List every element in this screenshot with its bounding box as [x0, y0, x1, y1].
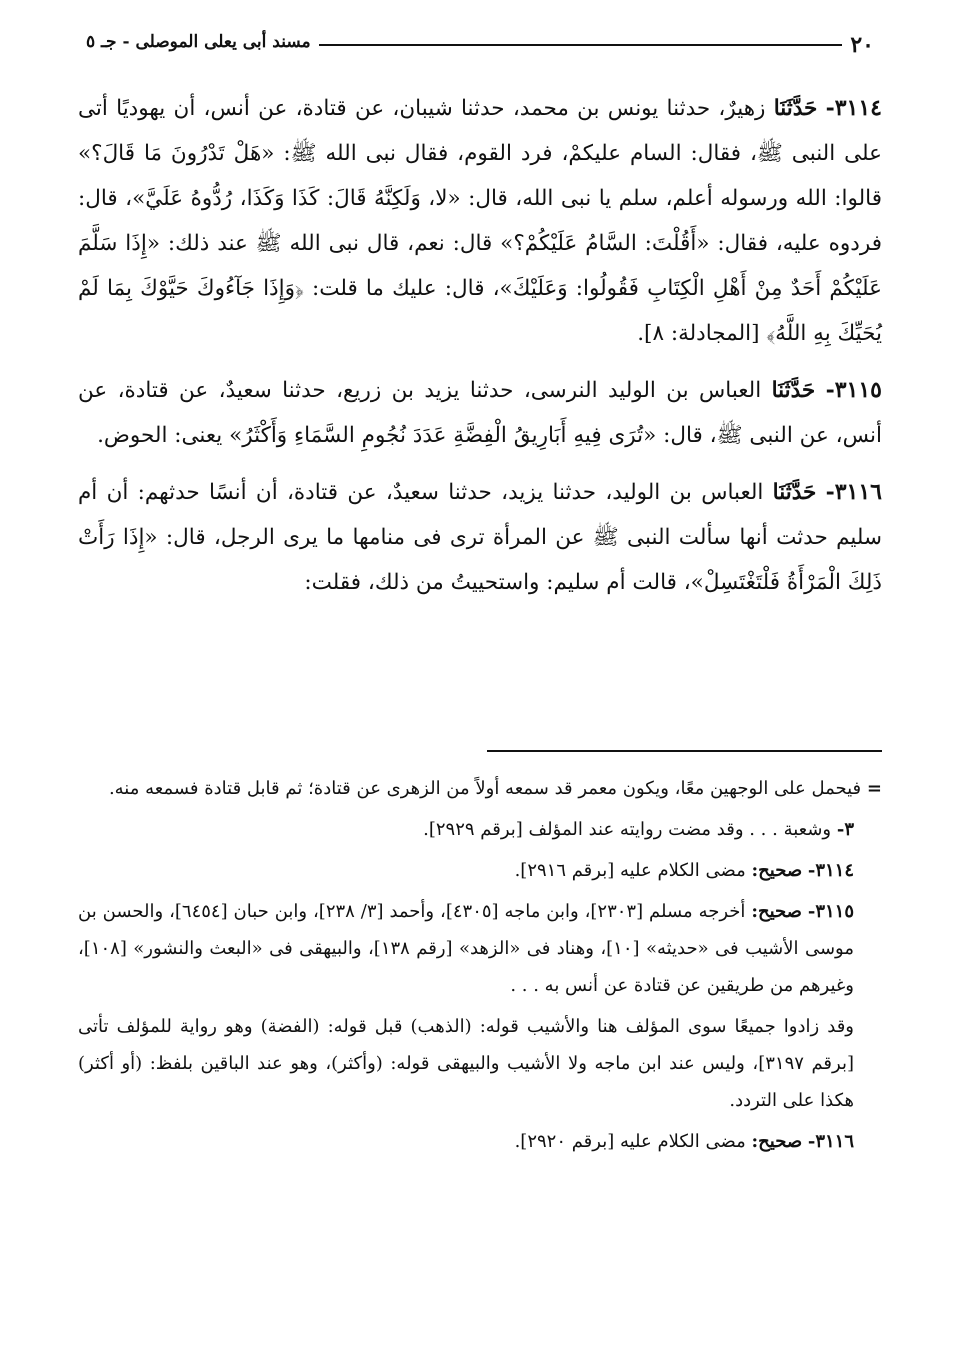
- footnote-separator: [487, 750, 882, 752]
- footnote-3: [78, 811, 882, 848]
- footnote-verdict: صحيح:: [751, 901, 802, 922]
- main-text: [78, 86, 882, 617]
- footnote-prefix: ٣١١٥-: [807, 901, 854, 922]
- footnote-3115-note: [78, 1008, 882, 1119]
- footnote-verdict: صحيح:: [751, 860, 803, 881]
- hadith-text: العباس بن الوليد النرسى، حدثنا يزيد بن زريع، حدثنا سعيدٌ، عن قتادة، عن أنس، عن النبى ﷺ، قال: «تُرَى فِيهِ أَبَارِيقُ الْفِضَّةِ عَدَدَ نُجُومِ السَّمَاءِ وَأَكْثَرُ» يعنى: الحوض.: [78, 378, 882, 448]
- hadith-3114: [78, 86, 882, 356]
- footnote-text: وشعبة . . . وقد مضت روايته عند المؤلف [برقم ٢٩٢٩].: [423, 819, 832, 840]
- footnote-text: مضى الكلام عليه [برقم ٢٩٢٠].: [514, 1131, 746, 1152]
- hadith-verb: حَدَّثَنَا: [771, 378, 816, 403]
- footnote-prefix: ٣١١٦-: [807, 1131, 854, 1152]
- footnote-text: مضى الكلام عليه [برقم ٢٩١٦].: [514, 860, 746, 881]
- footnote-prefix: ٣١١٤-: [807, 860, 854, 881]
- hadith-number: ٣١١٦-: [825, 479, 882, 505]
- footnote-3115: [78, 893, 882, 1004]
- footnote-3114: [78, 852, 882, 889]
- footnote-text: أخرجه مسلم [٢٣٠٣]، وابن ماجه [٤٣٠٥]، وأحمد [٣/ ٢٣٨]، وابن حبان [٦٤٥٤]، والحسن بن موسى الأشيب فى «حديثه» [١٠]، وهناد فى «الزهد» [رقم ١٣٨]، والبيهقى فى «البعث والنشور» [١٠٨]، وغيرهم من طريقين عن قتادة عن أنس به . . .: [78, 901, 854, 996]
- hadith-text: زهيرٌ، حدثنا يونس بن محمد، حدثنا شيبان، عن قتادة، عن أنس، أن يهوديًا أتى على النبى ﷺ، فقال: السام عليكمْ، فرد القوم، فقال نبى الله ﷺ: «هَلْ تَدْرُونَ مَا قَالَ؟» قالوا: الله ورسوله أعلم، سلم يا نبى الله، قال: «لا، وَلَكِنَّهُ قَالَ: كَذَا وَكَذَا، رُدُّوهُ عَلَيَّ»، قال: فردوه عليه، فقال: «أَقُلْتَ: السَّامُ عَلَيْكُمْ؟» قال: نعم، قال نبى الله ﷺ عند ذلك: «إِذَا سَلَّمَ عَلَيْكُمْ أَحَدٌ مِنْ أَهْلِ الْكِتَابِ فَقُولُوا: وَعَلَيْكَ»، قال: عليك ما قلت: ﴿وَإِذَا جَآءُوكَ حَيَّوْكَ بِمَا لَمْ يُحَيِّكَ بِهِ اللَّهُ﴾ [المجادلة: ٨].: [78, 96, 883, 346]
- hadith-3116: [78, 470, 882, 605]
- footnotes: [78, 770, 882, 1164]
- page: [78, 26, 882, 1326]
- page-number: ٢٠: [842, 32, 882, 58]
- hadith-verb: حَدَّثَنَا: [772, 480, 817, 505]
- page-header: [78, 26, 882, 62]
- hadith-number: ٣١١٥-: [825, 377, 882, 403]
- hadith-text: العباس بن الوليد، حدثنا يزيد، حدثنا سعيدٌ، عن قتادة، أن أنسًا حدثهم: أن أم سليم حدثت أنها سألت النبى ﷺ عن المرأة ترى فى منامها ما يرى الرجل، قال: «إِذَا رَأَتْ ذَلِكَ الْمَرْأَةُ فَلْتَغْتَسِلْ»، قالت أم سليم: واستحييتُ من ذلك، فقلت:: [78, 480, 882, 595]
- footnote-continuation: [78, 770, 882, 807]
- footnote-verdict: صحيح:: [751, 1131, 803, 1152]
- footnote-prefix: ٣-: [836, 819, 854, 840]
- footnote-text: وقد زادوا جميعًا سوى المؤلف هنا والأشيب قوله: (الذهب) قبل قوله: (الفضة) وهو رواية للمؤلف تأتى [برقم ٣١٩٧]، وليس عند ابن ماجه ولا الأشيب والبيهقى قوله: (وأكثر)، وهو عند الباقين بلفظ: (أو أكثر) هكذا على التردد.: [78, 1016, 854, 1111]
- running-title: مسند أبى يعلى الموصلى - جـ ٥: [78, 32, 319, 52]
- hadith-number: ٣١١٤-: [825, 95, 882, 121]
- hadith-verb: حَدَّثَنَا: [773, 96, 818, 121]
- footnote-text: فيحمل على الوجهين معًا، ويكون معمر قد سمعه أولاً من الزهرى عن قتادة؛ ثم قابل قتادة فسمعه منه.: [108, 778, 862, 799]
- footnote-prefix: =: [866, 778, 882, 799]
- hadith-3115: [78, 368, 882, 458]
- footnote-3116: [78, 1123, 882, 1160]
